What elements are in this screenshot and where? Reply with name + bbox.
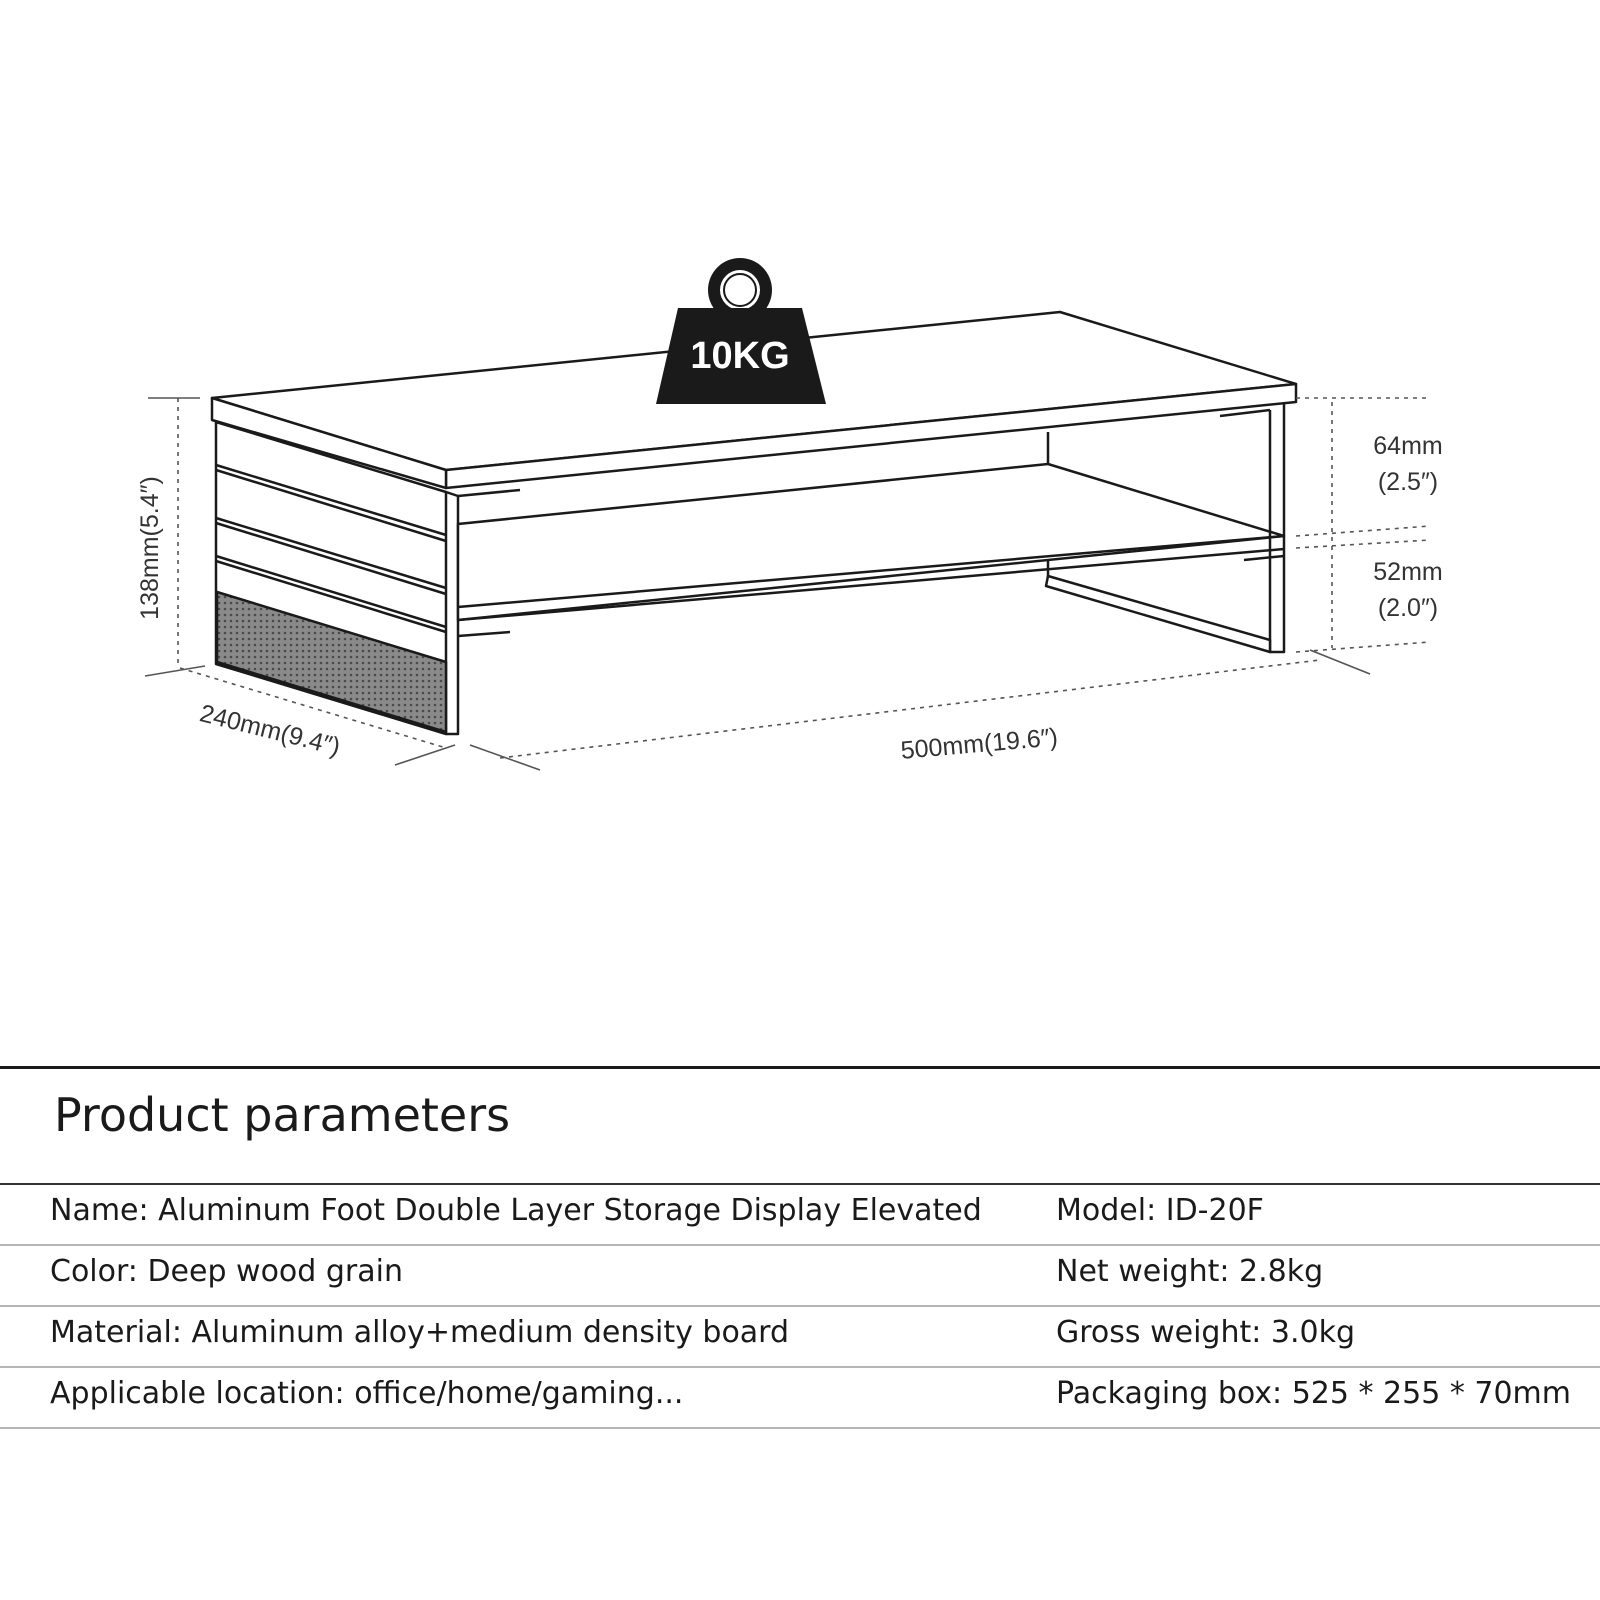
weight-capacity-icon: [656, 258, 826, 404]
right-leg-base: [1046, 576, 1270, 652]
param-location: Applicable location: office/home/gaming...: [50, 1376, 684, 1411]
param-gross-weight: Gross weight: 3.0kg: [1056, 1315, 1355, 1350]
height-total-label: 138mm(5.4″): [136, 476, 164, 620]
lower-gap-in-label: (2.0″): [1377, 594, 1439, 622]
param-name: Name: Aluminum Foot Double Layer Storage Display Elevated: [50, 1193, 982, 1228]
param-model: Model: ID-20F: [1056, 1193, 1264, 1228]
param-net-weight: Net weight: 2.8kg: [1056, 1254, 1324, 1289]
lower-gap-mm-label: 52mm: [1373, 558, 1443, 586]
param-material: Material: Aluminum alloy+medium density board: [50, 1315, 790, 1350]
param-row: [0, 1185, 1600, 1246]
upper-gap-mm-label: 64mm: [1373, 432, 1443, 460]
upper-gap-in-label: (2.5″): [1377, 468, 1439, 496]
param-row: [0, 1246, 1600, 1307]
param-color: Color: Deep wood grain: [50, 1254, 403, 1289]
param-packaging: Packaging box: 525 * 255 * 70mm: [1056, 1376, 1571, 1411]
param-row: [0, 1307, 1600, 1368]
depth-label: 240mm(9.4″): [196, 699, 344, 762]
weight-label: 10KG: [690, 335, 790, 377]
params-title: Product parameters: [54, 1088, 511, 1142]
section-divider: [0, 1066, 1600, 1069]
param-row: [0, 1368, 1600, 1429]
width-label: 500mm(19.6″): [899, 723, 1059, 765]
